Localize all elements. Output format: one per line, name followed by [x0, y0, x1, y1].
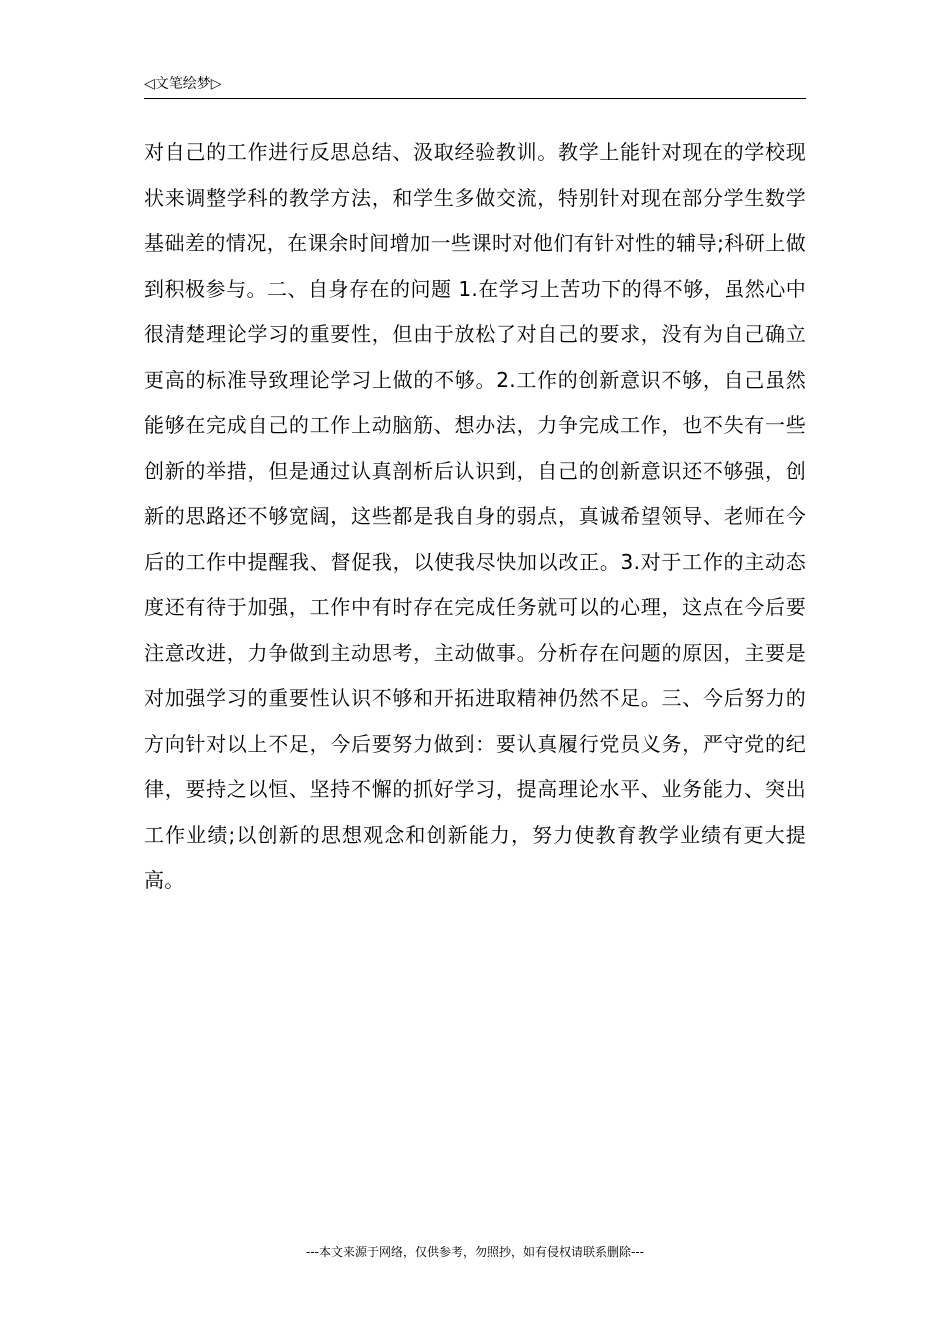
header-title: ◁文笔绘梦▷ [144, 76, 222, 92]
footer-notice: ---本文来源于网络，仅供参考，勿照抄，如有侵权请联系删除--- [306, 1245, 644, 1259]
page-header [144, 72, 806, 99]
body-paragraph: 对自己的工作进行反思总结、汲取经验教训。教学上能针对现在的学校现状来调整学科的教学方法，和学生多做交流，特别针对现在部分学生数学基础差的情况，在课余时间增加一些课时对他们有针对性的辅导;科研上做到积极参与。二、自身存在的问题 1.在学习上苦功下的得不够，虽然心中很清楚理论学习的重要性，但由于放松了对自己的要求，没有为自己确立更高的标准导致理论学习上做的不够。2.工作的创新意识不够，自己虽然能够在完成自己的工作上动脑筋、想办法，力争完成工作，也不失有一些创新的举措，但是通过认真剖析后认识到，自己的创新意识还不够强，创新的思路还不够宽阔，这些都是我自身的弱点，真诚希望领导、老师在今后的工作中提醒我、督促我，以使我尽快加以改正。3.对于工作的主动态度还有待于加强，工作中有时存在完成任务就可以的心理，这点在今后要注意改进，力争做到主动思考，主动做事。分析存在问题的原因，主要是对加强学习的重要性认识不够和开拓进取精神仍然不足。三、今后努力的方向针对以上不足，今后要努力做到：要认真履行党员义务，严守党的纪律，要持之以恒、坚持不懈的抓好学习，提高理论水平、业务能力、突出工作业绩;以创新的思想观念和创新能力，努力使教育教学业绩有更大提高。 [144, 140, 806, 892]
